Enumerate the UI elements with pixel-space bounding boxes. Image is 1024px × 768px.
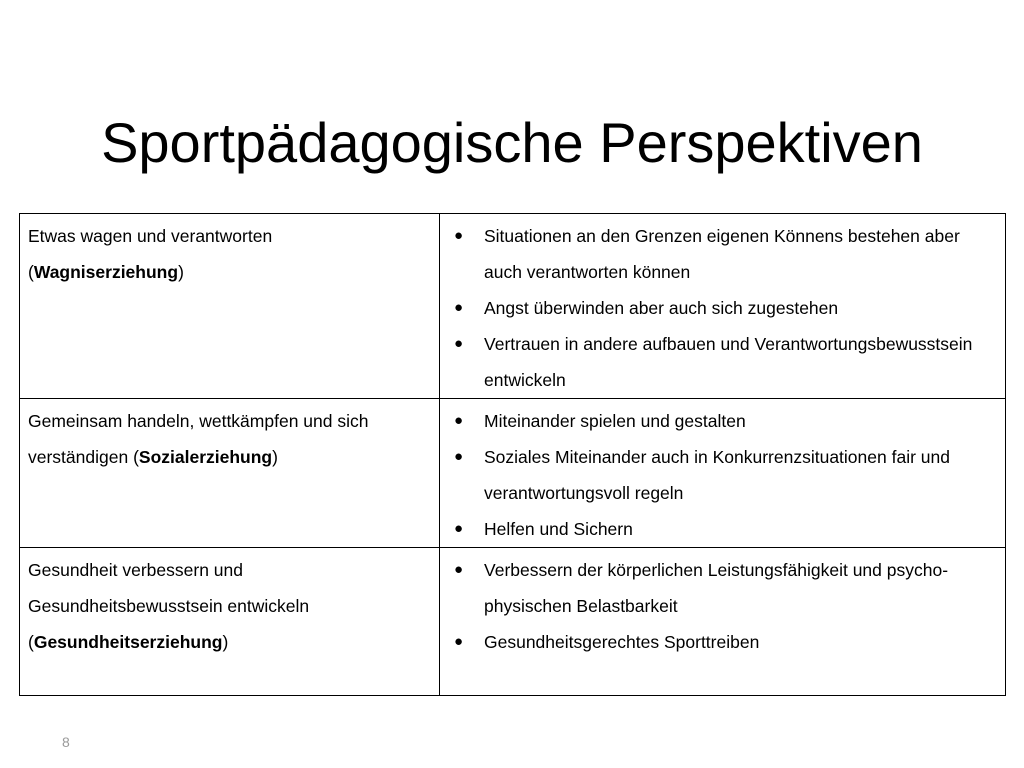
page-number: 8 <box>62 734 70 750</box>
perspective-bullets-cell <box>440 548 1006 696</box>
perspective-label-cell <box>20 548 440 696</box>
bullet-icon: ● <box>454 227 464 244</box>
bullet-icon: ● <box>454 520 464 537</box>
table-row <box>20 214 1006 399</box>
perspective-label: Etwas wagen und verantworten (Wagniserziehung) <box>28 226 273 282</box>
perspective-label-cell <box>20 214 440 399</box>
perspective-label: Gesundheit verbessern und Gesundheitsbewusstsein entwickeln (Gesundheitserziehung) <box>28 560 310 652</box>
list-item: ● Vertrauen in andere aufbauen und Verantwortungsbewusstsein entwickeln <box>448 326 997 398</box>
bullet-icon: ● <box>454 335 464 352</box>
perspective-label-bold: Wagniserziehung <box>33 262 179 282</box>
perspective-label: Gemeinsam handeln, wettkämpfen und sich verständigen (Sozialerziehung) <box>28 411 369 467</box>
list-item: ● Angst überwinden aber auch sich zugestehen <box>448 290 997 326</box>
perspective-bullets-cell <box>440 399 1006 548</box>
list-item: ● Miteinander spielen und gestalten <box>448 403 997 439</box>
bullet-list <box>448 552 997 660</box>
list-item: ● Verbessern der körperlichen Leistungsfähigkeit und psycho-physischen Belastbarkeit <box>448 552 997 624</box>
list-item: ● Helfen und Sichern <box>448 511 997 547</box>
perspective-label-cell <box>20 399 440 548</box>
bullet-icon: ● <box>454 299 464 316</box>
bullet-icon: ● <box>454 561 464 578</box>
list-item: ● Soziales Miteinander auch in Konkurrenzsituationen fair und verantwortungsvoll regeln <box>448 439 997 511</box>
perspective-label-bold: Sozialerziehung <box>138 447 273 467</box>
bullet-list <box>448 218 997 398</box>
table-row <box>20 548 1006 696</box>
list-item: ● Situationen an den Grenzen eigenen Könnens bestehen aber auch verantworten können <box>448 218 997 290</box>
perspective-bullets-cell <box>440 214 1006 399</box>
bullet-icon: ● <box>454 633 464 650</box>
perspective-label-bold: Gesundheitserziehung <box>33 632 223 652</box>
bullet-icon: ● <box>454 448 464 465</box>
slide-title: Sportpädagogische Perspektiven <box>101 111 923 174</box>
bullet-list <box>448 403 997 547</box>
bullet-icon: ● <box>454 412 464 429</box>
perspectives-table <box>19 213 1006 696</box>
list-item: ● Gesundheitsgerechtes Sporttreiben <box>448 624 997 660</box>
table-row <box>20 399 1006 548</box>
